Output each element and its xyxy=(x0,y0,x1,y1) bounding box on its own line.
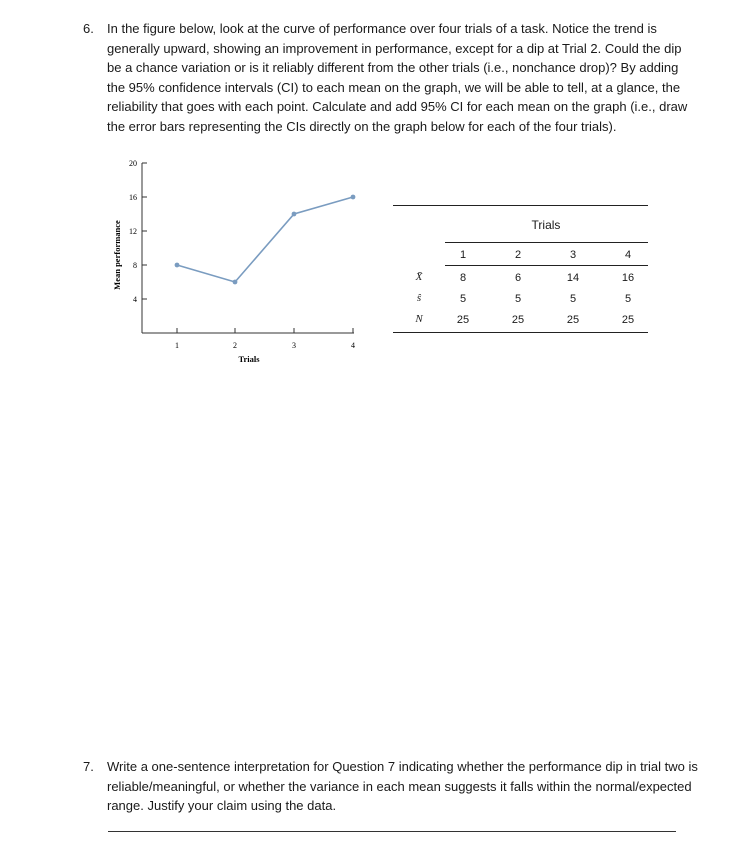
x-tick-label: 4 xyxy=(351,341,355,350)
n-trial-1: 25 xyxy=(456,314,470,326)
y-tick-label: 20 xyxy=(129,159,137,168)
x-axis-label: Trials xyxy=(238,354,260,364)
data-points xyxy=(175,195,356,285)
x-ticks xyxy=(175,328,355,350)
row-label-n: N xyxy=(415,313,423,325)
mean-trial-1: 8 xyxy=(459,272,467,284)
row-label-mean: X̄ xyxy=(415,271,423,283)
answer-line[interactable] xyxy=(108,831,676,832)
n-trial-2: 25 xyxy=(511,314,525,326)
sd-trial-1: 5 xyxy=(459,293,467,305)
question-7-number: 7. xyxy=(83,759,94,774)
y-tick-label: 8 xyxy=(133,261,137,270)
x-tick-label: 2 xyxy=(233,341,237,350)
y-ticks xyxy=(129,159,147,304)
table-col-3: 3 xyxy=(569,249,577,261)
table-top-rule xyxy=(393,205,648,206)
y-axis-label: Mean performance xyxy=(112,220,122,290)
n-trial-3: 25 xyxy=(566,314,580,326)
question-6-text: In the figure below, look at the curve of performance over four trials of a task. Notice the trend is generally upward, showing an improvement in performance, except for a dip at Trial 2. Could the dip be a chance variation or is it reliably different from the other trials (i.e., nonchance drop)? By adding the 95% confidence intervals (CI) to each mean on the graph, we will be able to tell, at a glance, the reliability that goes with each point. Calculate and add 95% CI for each mean on the graph (i.e., draw the error bars representing the CIs directly on the graph below for each of the four trials). xyxy=(107,21,688,134)
performance-chart xyxy=(108,155,368,370)
table-subheader-rule xyxy=(445,265,648,266)
x-tick-label: 3 xyxy=(292,341,296,350)
chart-axes xyxy=(142,163,354,333)
series-line xyxy=(177,197,353,282)
table-header-rule xyxy=(445,242,648,243)
question-7-text: Write a one-sentence interpretation for Question 7 indicating whether the performance dip in trial two is reliable/meaningful, or whether the variance in each mean suggests it falls within the normal/expected range. Justify your claim using the data. xyxy=(107,759,698,813)
row-label-sd: ŝ xyxy=(416,292,422,304)
y-tick-label: 12 xyxy=(129,227,137,236)
n-trial-4: 25 xyxy=(621,314,635,326)
data-point-trial-4 xyxy=(351,195,356,200)
table-col-4: 4 xyxy=(624,249,632,261)
x-tick-label: 1 xyxy=(175,341,179,350)
sd-trial-3: 5 xyxy=(569,293,577,305)
data-point-trial-1 xyxy=(175,263,180,268)
data-point-trial-2 xyxy=(233,280,238,285)
table-bottom-rule xyxy=(393,332,648,333)
y-tick-label: 4 xyxy=(133,295,137,304)
table-col-1: 1 xyxy=(459,249,467,261)
sd-trial-4: 5 xyxy=(624,293,632,305)
question-6-number: 6. xyxy=(83,21,94,36)
mean-trial-3: 14 xyxy=(566,272,580,284)
y-tick-label: 16 xyxy=(129,193,137,202)
data-point-trial-3 xyxy=(292,212,297,217)
table-col-2: 2 xyxy=(514,249,522,261)
mean-trial-2: 6 xyxy=(514,272,522,284)
mean-trial-4: 16 xyxy=(621,272,635,284)
sd-trial-2: 5 xyxy=(514,293,522,305)
table-header-trials: Trials xyxy=(531,218,561,232)
